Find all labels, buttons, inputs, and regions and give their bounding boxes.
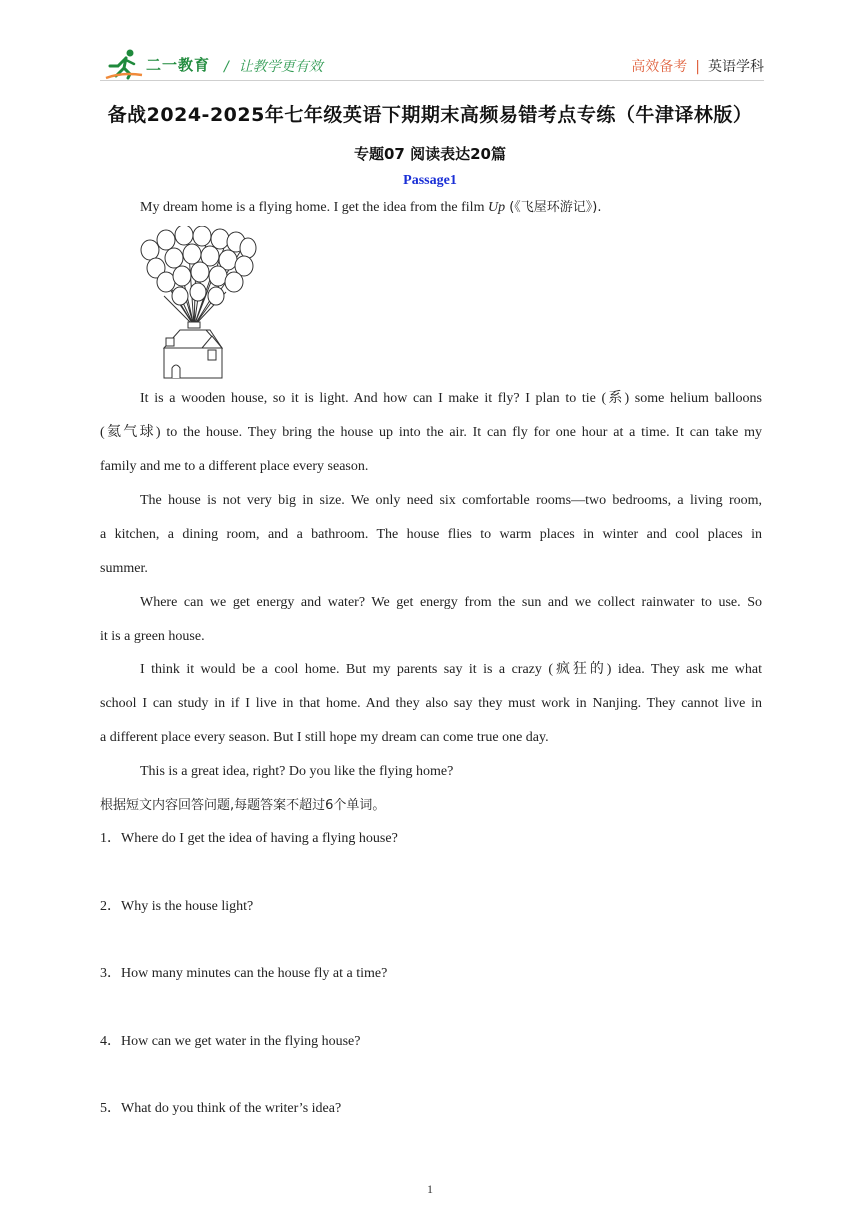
paragraph-line: Where can we get energy and water? We get energy from the sun and we collect rainwater to use. So: [140, 595, 762, 610]
brand-logo: [104, 48, 210, 80]
question-5: 5．What do you think of the writer’s idea?: [100, 1101, 342, 1116]
passage-label: Passage1: [403, 173, 457, 188]
intro-before: My dream home is a flying home. I get the idea from the film: [140, 200, 488, 215]
paragraph-line: family and me to a different place every season.: [100, 459, 369, 474]
page-number: 1: [427, 1182, 433, 1196]
header-tag-subject: 英语学科: [708, 59, 764, 75]
slogan-text: 让教学更有效: [238, 59, 323, 75]
balloons: [141, 226, 256, 305]
question-3: 3．How many minutes can the house fly at a time?: [100, 966, 388, 981]
intro-line: [140, 198, 762, 218]
page-header: [104, 48, 764, 82]
instruction: 根据短文内容回答问题,每题答案不超过6个单词。: [100, 798, 386, 813]
paragraph-line: a different place every season. But I still hope my dream can come true one day.: [100, 730, 549, 745]
paragraph-line: The house is not very big in size. We only need six comfortable rooms—two bedrooms, a living room,: [140, 493, 762, 508]
paragraph-line: summer.: [100, 561, 148, 576]
header-tag-exam: 高效备考: [631, 59, 688, 75]
intro-film: Up: [487, 200, 506, 215]
header-separator: |: [695, 59, 700, 75]
slogan: [224, 56, 323, 76]
question-1: 1．Where do I get the idea of having a flying house?: [100, 831, 398, 846]
running-person-icon: [104, 48, 144, 80]
paragraph-line: This is a great idea, right? Do you like the flying home?: [140, 764, 454, 779]
question-2: 2．Why is the house light?: [100, 899, 254, 914]
header-right: [631, 56, 764, 76]
header-divider: [100, 80, 764, 81]
paragraph-line: a kitchen, a dining room, and a bathroom. The house flies to warm places in winter and cool places in: [100, 527, 762, 542]
house: [164, 322, 222, 378]
logo-text: 二一教育: [146, 55, 211, 74]
paragraph-line: I think it would be a cool home. But my parents say it is a crazy (疯狂的) idea. They ask me what: [140, 662, 762, 677]
intro-after: (《飞屋环游记》).: [505, 200, 602, 215]
slogan-slash: /: [224, 59, 229, 75]
document-title: 备战2024-2025年七年级英语下期期末高频易错考点专练（牛津译林版）: [107, 104, 753, 126]
paragraph-line: It is a wooden house, so it is light. And how can I make it fly? I plan to tie (系) some helium balloons: [140, 391, 762, 406]
paragraph-line: (氦气球) to the house. They bring the house up into the air. It can fly for one hour at a time. It can take my: [100, 425, 762, 440]
document-subtitle: 专题07 阅读表达20篇: [354, 145, 506, 163]
question-4: 4．How can we get water in the flying house?: [100, 1034, 361, 1049]
paragraph-line: it is a green house.: [100, 629, 205, 644]
balloon-house-illustration: [136, 226, 262, 384]
paragraph-line: school I can study in if I live in that home. And they also say they must work in Nanjing. They cannot live in: [100, 696, 762, 711]
